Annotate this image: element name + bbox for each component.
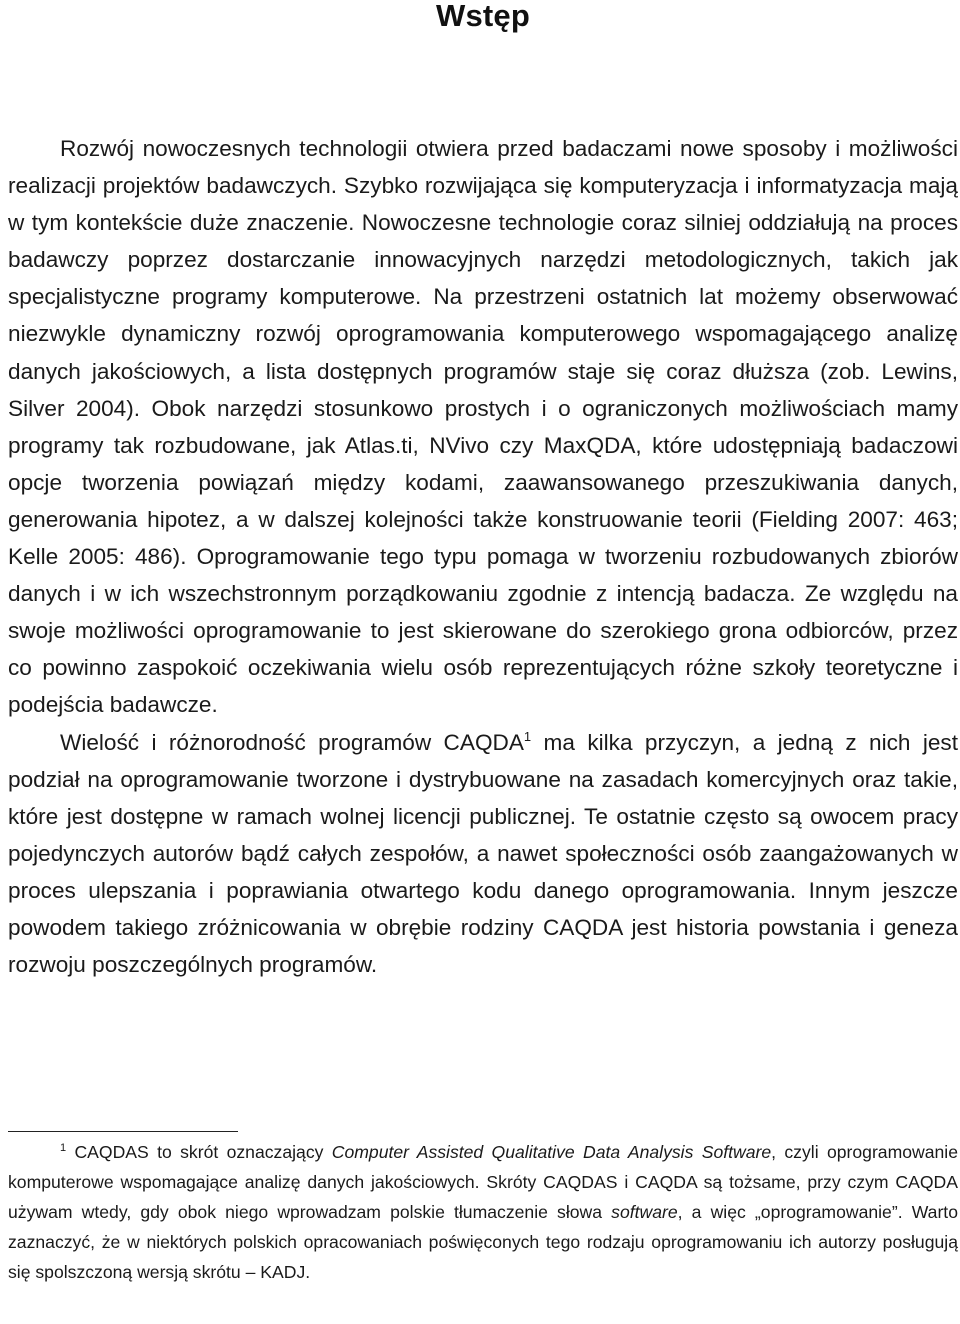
book-page [8, 0, 958, 1282]
paragraph-2 [8, 724, 958, 984]
footnote [8, 1137, 958, 1287]
footnote-text-1: CAQDAS to skrót oznaczający [66, 1142, 332, 1162]
footnote-mark: 1 [60, 1142, 67, 1154]
paragraph-1 [8, 130, 958, 724]
body-text [8, 130, 958, 983]
footnote-text-3: , a więc „oprogramowanie”. Warto zaznaczyć, że w niektórych polskich opracowaniach poświęconych tego rodzaju oprogramowaniu ich autorzy posługują się spolszczoną wersją skrótu – KADJ. [8, 1202, 958, 1282]
paragraph-2-text-end: ma kilka przyczyn, a jedną z nich jest podział na oprogramowanie tworzone i dystrybuowane na zasadach komercyjnych oraz takie, które jest dostępne w ramach wolnej licencji publicznej. Te ostatnie często są owocem pracy pojedynczych autorów bądź całych zespołów, a nawet społeczności osób zaangażowanych w proces ulepszania i poprawiania otwartego kodu danego oprogramowania. Innym jeszcze powodem takiego zróżnicowania w obrębie rodziny CAQDA jest historia powstania i geneza rozwoju poszczególnych programów. [8, 729, 958, 978]
footnote-reference[interactable]: 1 [523, 728, 532, 744]
footnote-text-2: , czyli oprogramowanie komputerowe wspomagające analizę danych jakościowych. Skróty CAQDAS i CAQDA są tożsame, przy czym CAQDA używam wtedy, gdy obok niego wprowadzam polskie tłumaczenie słowa [8, 1142, 958, 1222]
chapter-title: Wstęp [436, 0, 530, 33]
footnote-divider [8, 1131, 238, 1132]
footnote-italic-term: Computer Assisted Qualitative Data Analysis Software [331, 1142, 772, 1162]
footnote-italic-software: software [611, 1202, 678, 1222]
paragraph-1-text: Rozwój nowoczesnych technologii otwiera przed badaczami nowe sposoby i możliwości realizacji projektów badawczych. Szybko rozwijająca się komputeryzacja i informatyzacja mają w tym kontekście duże znaczenie. Nowoczesne technologie coraz silniej oddziałują na proces badawczy poprzez dostarczanie innowacyjnych narzędzi metodologicznych, takich jak specjalistyczne programy komputerowe. Na przestrzeni ostatnich lat możemy obserwować niezwykle dynamiczny rozwój oprogramowania komputerowego wspomagającego analizę danych jakościowych, a lista dostępnych programów staje się coraz dłuższa (zob. Lewins, Silver 2004). Obok narzędzi stosunkowo prostych i o ograniczonych możliwościach mamy programy tak rozbudowane, jak Atlas.ti, NVivo czy MaxQDA, które udostępniają badaczowi opcje tworzenia powiązań między kodami, zaawansowanego przeszukiwania danych, generowania hipotez, a w dalszej kolejności także konstruowanie teorii (Fielding 2007: 463; Kelle 2005: 486). Oprogramowanie tego typu pomaga w tworzeniu rozbudowanych zbiorów danych i w ich wszechstronnym porządkowaniu zgodnie z intencją badacza. Ze względu na swoje możliwości oprogramowanie to jest skierowane do szerokiego grona odbiorców, przez co powinno zaspokoić oczekiwania wielu osób reprezentujących różne szkoły teoretyczne i podejścia badawcze. [8, 136, 958, 718]
paragraph-2-text-start: Wielość i różnorodność programów CAQDA [60, 729, 524, 755]
